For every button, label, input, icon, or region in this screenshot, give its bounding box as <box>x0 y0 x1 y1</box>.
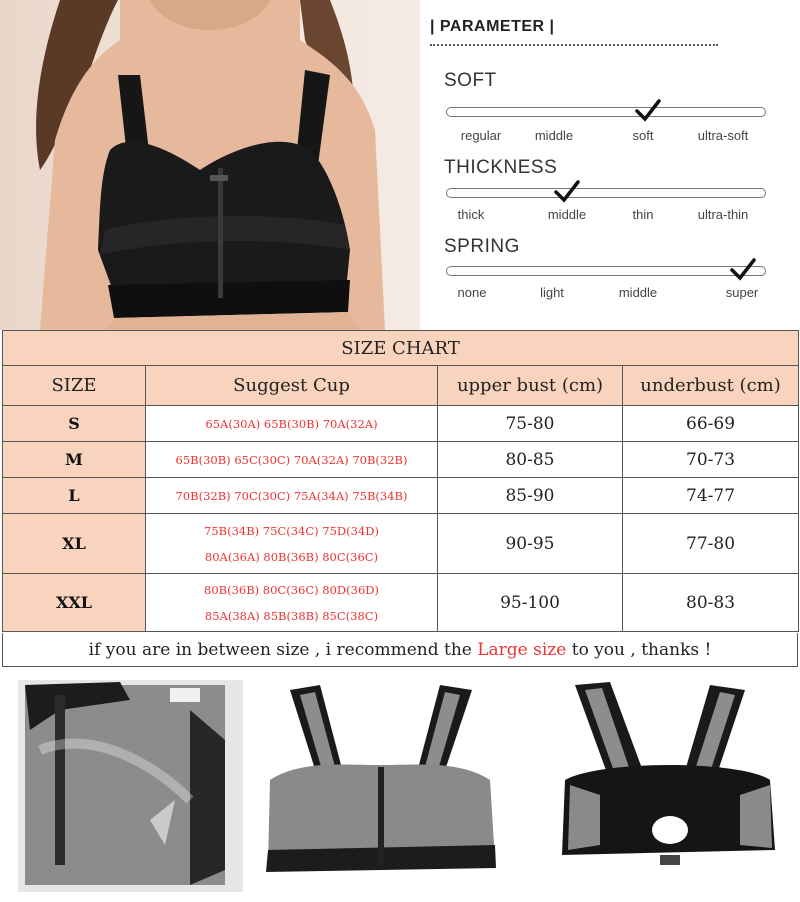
cup-line: 80B(36B) 80C(36C) 80D(36D) <box>204 582 379 597</box>
soft-label-soft: soft <box>632 128 654 143</box>
upper-bust-cell: 80-85 <box>438 442 623 478</box>
size-cell: M <box>3 442 146 478</box>
spring-label-middle: middle <box>618 285 658 300</box>
note-text-after: to you , thanks ! <box>566 639 712 660</box>
table-row <box>3 442 799 478</box>
bra-back-photo <box>540 670 800 898</box>
table-row <box>3 574 799 632</box>
spring-label-none: none <box>457 285 487 300</box>
cup-cell <box>146 574 438 632</box>
size-chart-table <box>2 330 799 632</box>
thickness-label-ultra-thin: ultra-thin <box>697 207 749 222</box>
underbust-cell: 80-83 <box>623 574 799 632</box>
bra-front-photo <box>250 670 540 898</box>
header-size: SIZE <box>3 366 146 406</box>
parameter-heading: | PARAMETER | <box>430 18 555 35</box>
header-upper-bust: upper bust (cm) <box>438 366 623 406</box>
parameter-divider <box>430 44 718 46</box>
header-suggest-cup: Suggest Cup <box>146 366 438 406</box>
table-row <box>3 514 799 574</box>
thickness-title: THICKNESS <box>444 157 558 178</box>
thickness-check-icon <box>553 179 581 203</box>
spring-track <box>446 266 766 276</box>
header-underbust: underbust (cm) <box>623 366 799 406</box>
underbust-cell: 74-77 <box>623 478 799 514</box>
upper-bust-cell: 90-95 <box>438 514 623 574</box>
thickness-label-thin: thin <box>632 207 654 222</box>
spring-title: SPRING <box>444 236 520 257</box>
cup-cell: 70B(32B) 70C(30C) 75A(34A) 75B(34B) <box>146 478 438 514</box>
cup-cell: 65B(30B) 65C(30C) 70A(32A) 70B(32B) <box>146 442 438 478</box>
cup-cell <box>146 514 438 574</box>
model-illustration <box>0 0 420 330</box>
cup-line: 85A(38A) 85B(38B) 85C(38C) <box>204 608 379 623</box>
size-recommendation-note <box>2 633 798 667</box>
thickness-label-middle: middle <box>547 207 587 222</box>
upper-bust-cell: 85-90 <box>438 478 623 514</box>
thickness-label-thick: thick <box>457 207 485 222</box>
underbust-cell: 66-69 <box>623 406 799 442</box>
soft-label-regular: regular <box>460 128 502 143</box>
cup-line: 80A(36A) 80B(36B) 80C(36C) <box>204 549 379 564</box>
note-highlight: Large size <box>477 639 567 660</box>
size-chart-title: SIZE CHART <box>3 331 799 366</box>
bra-front-illustration <box>250 670 540 898</box>
underbust-cell: 70-73 <box>623 442 799 478</box>
model-photo <box>0 0 420 330</box>
note-text-before: if you are in between size , i recommend the <box>88 639 478 660</box>
cup-line: 75B(34B) 75C(34C) 75D(34D) <box>204 523 379 538</box>
soft-check-icon <box>634 98 662 122</box>
size-cell: XL <box>3 514 146 574</box>
bra-back-illustration <box>540 670 800 898</box>
packaged-bra-illustration <box>0 670 250 898</box>
spring-check-icon <box>729 257 757 281</box>
spring-label-super: super <box>725 285 759 300</box>
cup-cell: 65A(30A) 65B(30B) 70A(32A) <box>146 406 438 442</box>
soft-title: SOFT <box>444 70 497 91</box>
size-cell: XXL <box>3 574 146 632</box>
soft-track <box>446 107 766 117</box>
spring-label-light: light <box>540 285 564 300</box>
packaged-bra-photo <box>0 670 250 898</box>
upper-bust-cell: 95-100 <box>438 574 623 632</box>
thickness-track <box>446 188 766 198</box>
size-cell: L <box>3 478 146 514</box>
soft-label-middle: middle <box>534 128 574 143</box>
underbust-cell: 77-80 <box>623 514 799 574</box>
table-row <box>3 406 799 442</box>
soft-label-ultra-soft: ultra-soft <box>697 128 749 143</box>
upper-bust-cell: 75-80 <box>438 406 623 442</box>
table-row <box>3 478 799 514</box>
size-cell: S <box>3 406 146 442</box>
